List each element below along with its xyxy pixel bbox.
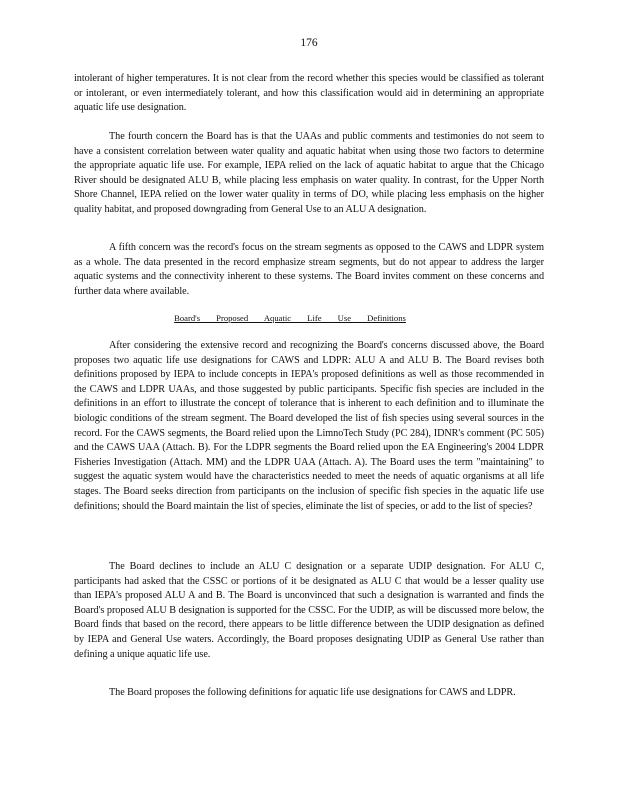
section-heading: Board's Proposed Aquatic Life Use Definitions bbox=[174, 313, 406, 323]
paragraph-declines-alu-c: The Board declines to include an ALU C designation or a separate UDIP designation. For ALU C, participants had asked that the CSSC or portions of it be designated as ALU C that would be a lesser quality use than IEPA's proposed ALU A and B. The Board is unconvinced that such a designation is warranted and finds the Board's proposed ALU B designation is supported for the CSSC. For the UDIP, as will be discussed more below, the Board finds that based on the record, there appears to be little difference between the UDIP designation as defined by IEPA and General Use waters. Accordingly, the Board proposes designating UDIP as General Use rather than defining a unique aquatic life use. bbox=[74, 561, 544, 660]
paragraph-fifth-concern: A fifth concern was the record's focus on the stream segments as opposed to the CAWS and LDPR system as a whole. The data presented in the record emphasize stream segments, but do not appear to address the larger aquatic systems and the connectivity inherent to these systems. The Board invites comment on these concerns and further data where available. bbox=[74, 242, 544, 297]
paragraph-following-definitions: The Board proposes the following definitions for aquatic life use designations for CAWS and LDPR. bbox=[109, 687, 516, 698]
paragraph-proposed-designations: After considering the extensive record and recognizing the Board's concerns discussed above, the Board proposes two aquatic life use designations for CAWS and LDPR: ALU A and ALU B. The Board revises both definitions proposed by IEPA to include concepts in IEPA's proposed definitions as well as those recommended in the CAWS and LDPR UAAs, and those suggested by public participants. Specific fish species are included in the definitions in an effort to illustrate the concept of tolerance that is inherent to each definition and to illuminate the biologic conditions of the stream segment. The Board developed the list of fish species using several sources in the record. For the CAWS segments, the Board relied upon the LimnoTech Study (PC 284), IDNR's comment (PC 505) and the CAWS UAA (Attach. B). For the LDPR segments the Board relied upon the EA Engineering's 2004 LDPR Fisheries Investigation (Attach. MM) and the LDPR UAA (Attach. A). The Board uses the term "maintaining" to suggest the aquatic system would have the characteristics needed to meet the needs of aquatic organisms at all life stages. The Board seeks direction from participants on the inclusion of specific fish species in the aquatic life use definitions; should the Board maintain the list of species, eliminate the list of species, or add to the list of species? bbox=[74, 340, 544, 512]
paragraph-fourth-concern: The fourth concern the Board has is that the UAAs and public comments and testimonies do not seem to have a consistent correlation between water quality and aquatic habitat when using those two factors to determine the appropriate aquatic life use. For example, IEPA relied on the lack of aquatic habitat to argue that the Chicago River should be designated ALU B, while placing less emphasis on water quality. In contrast, for the Upper North Shore Channel, IEPA relied on the lower water quality in terms of DO, while placing less emphasis on the higher quality habitat, and proposed downgrading from General Use to an ALU A designation. bbox=[74, 131, 544, 215]
paragraph-temperature-classification: intolerant of higher temperatures. It is not clear from the record whether this species would be classified as tolerant or intolerant, or even intermediately tolerant, and how this classification would aid in determining an appropriate aquatic life use designation. bbox=[74, 73, 544, 114]
page-number: 176 bbox=[300, 37, 318, 49]
